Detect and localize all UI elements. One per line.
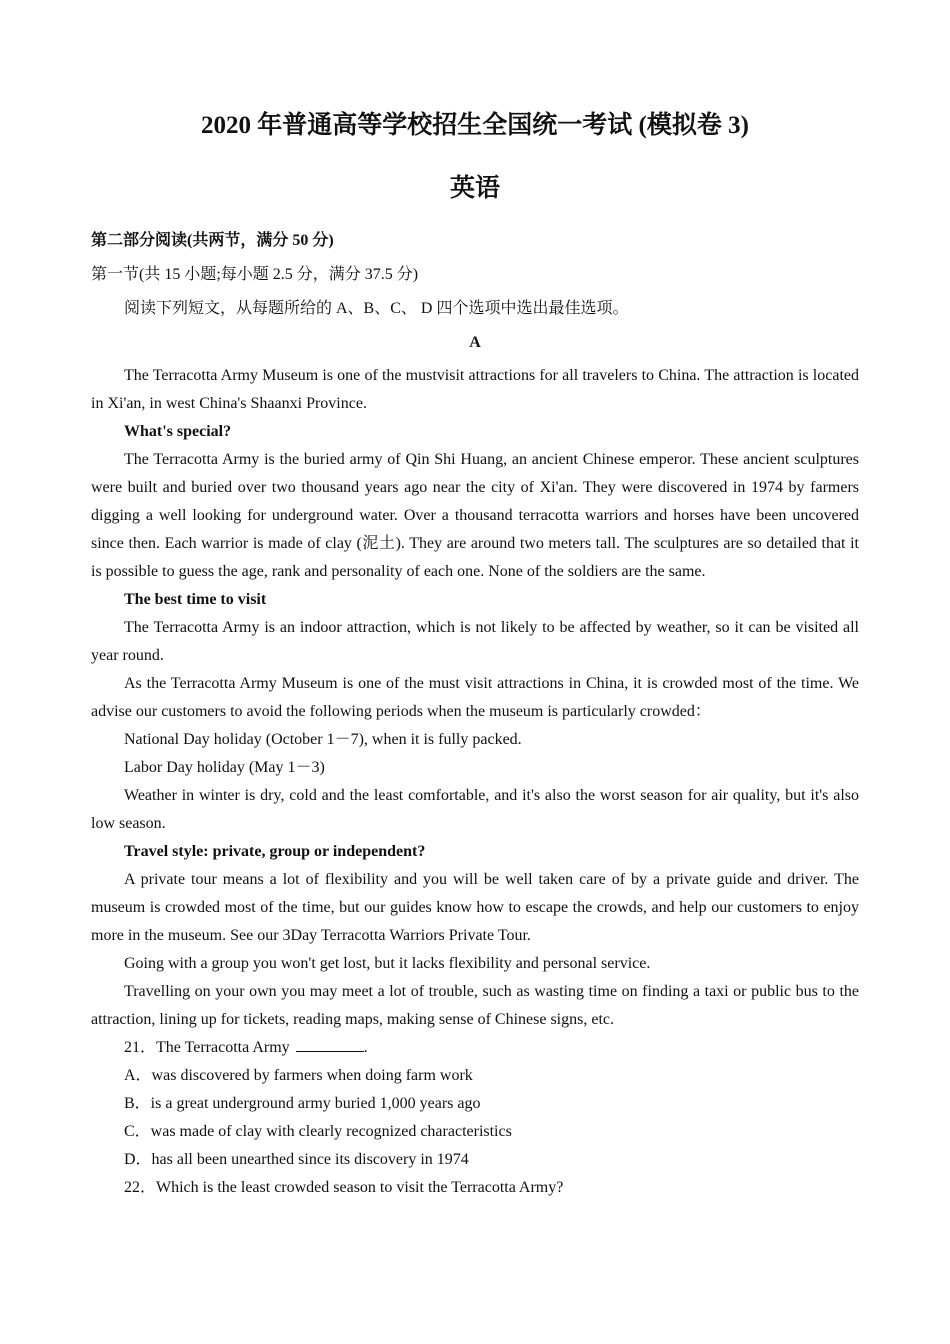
- option-b: B．is a great underground army buried 1,000 years ago: [124, 1095, 481, 1112]
- exam-title: 2020 年普通高等学校招生全国统一考试 (模拟卷 3): [201, 112, 749, 139]
- part-heading: 第二部分阅读(共两节，满分 50 分): [91, 232, 334, 249]
- passage-best-time-text: The Terracotta Army is an indoor attraction, which is not likely to be affected by weather, so it can be visited all year round.: [91, 619, 859, 664]
- passage-body: [91, 362, 859, 1202]
- passage-group-text: Going with a group you won't get lost, but it lacks flexibility and personal service.: [124, 955, 651, 972]
- labor-day-line: Labor Day holiday (May 1－3): [124, 759, 325, 776]
- subject-title: 英语: [449, 175, 500, 202]
- passage-own-text: Travelling on your own you may meet a lot of trouble, such as wasting time on finding a taxi or public bus to the attraction, lining up for tickets, reading maps, making sense of Chinese signs, etc.: [91, 983, 859, 1028]
- heading-best-time: The best time to visit: [124, 591, 267, 608]
- passage-letter: A: [469, 334, 481, 351]
- question-21-tail: .: [363, 1039, 368, 1056]
- passage-intro: The Terracotta Army Museum is one of the mustvisit attractions for all travelers to China. The attraction is located in Xi'an, in west China's Shaanxi Province.: [91, 367, 859, 412]
- heading-whats-special: What's special?: [124, 423, 232, 440]
- question-22: 22．Which is the least crowded season to visit the Terracotta Army?: [124, 1179, 564, 1196]
- passage-crowded-text: As the Terracotta Army Museum is one of the must visit attractions in China, it is crowded most of the time. We advise our customers to avoid the following periods when the museum is particularly crowded：: [91, 675, 859, 720]
- passage-special-text: The Terracotta Army is the buried army of Qin Shi Huang, an ancient Chinese emperor. These ancient sculptures were built and buried over two thousand years ago near the city of Xi'an. They were discovered in 1974 by farmers digging a well looking for underground water. Over a thousand terracotta warriors and horses have been uncovered since then. Each warrior is made of clay (泥土). They are around two meters tall. The sculptures are so detailed that it is possible to guess the age, rank and personality of each one. None of the soldiers are the same.: [91, 451, 859, 580]
- passage-private-text: A private tour means a lot of flexibility and you will be well taken care of by a private guide and driver. The museum is crowded most of the time, but our guides know how to escape the crowds, and help our customers to enjoy more in the museum. See our 3Day Terracotta Warriors Private Tour.: [91, 871, 859, 944]
- question-21: [91, 1034, 859, 1062]
- exam-page: [91, 106, 859, 1202]
- answer-blank: [296, 1037, 364, 1052]
- question-21-stem: 21．The Terracotta Army: [124, 1039, 290, 1056]
- option-c: C．was made of clay with clearly recognized characteristics: [124, 1123, 512, 1140]
- heading-travel-style: Travel style: private, group or independent?: [124, 843, 426, 860]
- passage-winter-text: Weather in winter is dry, cold and the least comfortable, and it's also the worst season for air quality, but it's also low season.: [91, 787, 859, 832]
- instruction-text: 阅读下列短文，从每题所给的 A、B、C、 D 四个选项中选出最佳选项。: [124, 300, 629, 317]
- option-a: A．was discovered by farmers when doing farm work: [124, 1067, 473, 1084]
- option-d: D．has all been unearthed since its discovery in 1974: [124, 1151, 469, 1168]
- section-heading: 第一节(共 15 小题;每小题 2.5 分，满分 37.5 分): [91, 266, 419, 283]
- national-day-line: National Day holiday (October 1－7), when it is fully packed.: [124, 731, 522, 748]
